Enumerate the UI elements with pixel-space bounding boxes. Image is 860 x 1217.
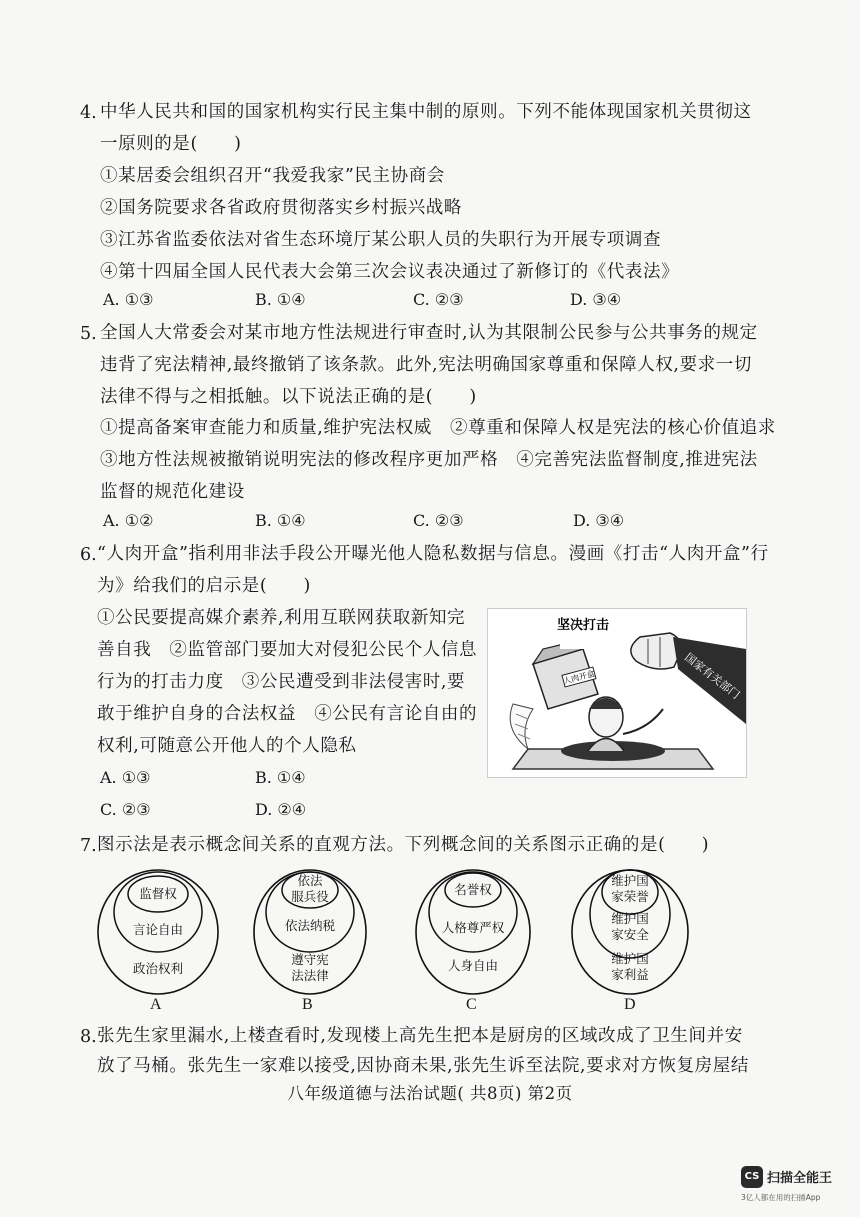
venn-label-a: A <box>150 996 162 1013</box>
svg-text:服兵役: 服兵役 <box>291 889 329 904</box>
watermark-tagline: 3亿人都在用的扫描App <box>741 1193 821 1202</box>
venn-diagram-a <box>96 868 220 996</box>
q4-option-b: B. ①④ <box>255 290 306 309</box>
q5-stem-line3: 法律不得与之相抵触。以下说法正确的是( ) <box>100 387 477 407</box>
q8-stem-line2: 放了马桶。张先生一家难以接受,因协商未果,张先生诉至法院,要求对方恢复房屋结 <box>97 1056 749 1076</box>
venn-b-middle: 依法纳税 <box>284 918 336 933</box>
cartoon-box-label: 人肉开盒 <box>562 668 596 686</box>
q6-number: 6. <box>80 545 97 565</box>
svg-text:维护国: 维护国 <box>611 911 649 926</box>
venn-c-inner: 名誉权 <box>454 882 492 897</box>
venn-a-middle: 言论自由 <box>132 922 184 937</box>
q8-stem-line1: 张先生家里漏水,上楼查看时,发现楼上高先生把本是厨房的区域改成了卫生间并安 <box>97 1026 743 1046</box>
q4-item-2: ②国务院要求各省政府贯彻落实乡村振兴战略 <box>100 198 462 218</box>
q6-stem-line2: 为》给我们的启示是( ) <box>97 576 311 596</box>
venn-c-outer: 人身自由 <box>447 958 499 973</box>
q5-items-line3: 监督的规范化建设 <box>100 482 245 502</box>
cartoon-illustration <box>488 609 746 777</box>
q7-stem: 图示法是表示概念间关系的直观方法。下列概念间的关系图示正确的是( ) <box>97 835 710 855</box>
q6-item-line3: 行为的打击力度 ③公民遭受到非法侵害时,要 <box>97 672 466 692</box>
venn-a-outer: 政治权利 <box>132 961 184 976</box>
watermark-app-name: 扫描全能王 <box>767 1171 833 1186</box>
cartoon-image <box>487 608 747 778</box>
q6-stem-line1: “人肉开盒”指利用非法手段公开曝光他人隐私数据与信息。漫画《打击“人肉开盒”行 <box>97 544 769 564</box>
page-footer: 八年级道德与法治试题( 共8页) 第2页 <box>287 1084 573 1103</box>
venn-diagram-b <box>252 868 368 996</box>
q4-option-a: A. ①③ <box>103 290 154 309</box>
cartoon-slogan: 坚决打击 <box>556 618 610 633</box>
q4-stem-line2: 一原则的是( ) <box>100 134 242 154</box>
q5-stem-line1: 全国人大常委会对某市地方性法规进行审查时,认为其限制公民参与公共事务的规定 <box>100 323 758 343</box>
venn-diagram-d <box>570 868 690 996</box>
q4-item-3: ③江苏省监委依法对省生态环境厅某公职人员的失职行为开展专项调查 <box>100 230 662 250</box>
q5-option-c: C. ②③ <box>413 511 464 530</box>
svg-text:维护国: 维护国 <box>611 873 649 888</box>
q4-item-1: ①某居委会组织召开“我爱我家”民主协商会 <box>100 166 445 186</box>
q4-option-c: C. ②③ <box>413 290 464 309</box>
q5-option-a: A. ①② <box>103 511 154 530</box>
venn-label-d: D <box>624 996 636 1013</box>
venn-label-b: B <box>302 996 313 1013</box>
q6-option-a: A. ①③ <box>100 768 151 787</box>
q4-item-4: ④第十四届全国人民代表大会第三次会议表决通过了新修订的《代表法》 <box>100 262 680 282</box>
venn-c-middle: 人格尊严权 <box>441 920 505 935</box>
q6-item-line4: 敢于维护自身的合法权益 ④公民有言论自由的 <box>97 704 478 724</box>
q7-number: 7. <box>80 836 97 856</box>
q5-option-d: D. ③④ <box>573 511 625 530</box>
venn-a-inner: 监督权 <box>139 886 177 901</box>
venn-label-c: C <box>466 996 477 1013</box>
q6-item-line1: ①公民要提高媒介素养,利用互联网获取新知完 <box>97 608 466 628</box>
camscanner-logo-icon: CS <box>741 1166 763 1188</box>
q6-option-c: C. ②③ <box>100 800 151 819</box>
scanner-watermark <box>741 1166 841 1206</box>
svg-text:家荣誉: 家荣誉 <box>611 889 649 904</box>
svg-text:家安全: 家安全 <box>611 927 649 942</box>
svg-text:遵守宪: 遵守宪 <box>291 952 329 967</box>
q6-option-d: D. ②④ <box>255 800 307 819</box>
venn-diagram-c <box>414 868 532 996</box>
svg-text:法法律: 法法律 <box>291 968 329 983</box>
q5-items-line2: ③地方性法规被撤销说明宪法的修改程序更加严格 ④完善宪法监督制度,推进宪法 <box>100 450 758 470</box>
q6-item-line5: 权利,可随意公开他人的个人隐私 <box>97 736 357 756</box>
cartoon-sleeve-label: 国家有关部门 <box>682 650 743 702</box>
svg-text:依法: 依法 <box>297 873 323 888</box>
svg-text:维护国: 维护国 <box>611 951 649 966</box>
q5-number: 5. <box>80 324 97 344</box>
q5-items-line1: ①提高备案审查能力和质量,维护宪法权威 ②尊重和保障人权是宪法的核心价值追求 <box>100 418 776 438</box>
q4-number: 4. <box>80 103 97 123</box>
q5-stem-line2: 违背了宪法精神,最终撤销了该条款。此外,宪法明确国家尊重和保障人权,要求一切 <box>100 355 752 375</box>
svg-text:家利益: 家利益 <box>611 967 649 982</box>
q4-option-d: D. ③④ <box>570 290 622 309</box>
q5-option-b: B. ①④ <box>255 511 306 530</box>
q6-option-b: B. ①④ <box>255 768 306 787</box>
q8-number: 8. <box>80 1027 97 1047</box>
q6-item-line2: 善自我 ②监管部门要加大对侵犯公民个人信息 <box>97 640 478 660</box>
q4-stem-line1: 中华人民共和国的国家机构实行民主集中制的原则。下列不能体现国家机关贯彻这 <box>100 102 752 122</box>
